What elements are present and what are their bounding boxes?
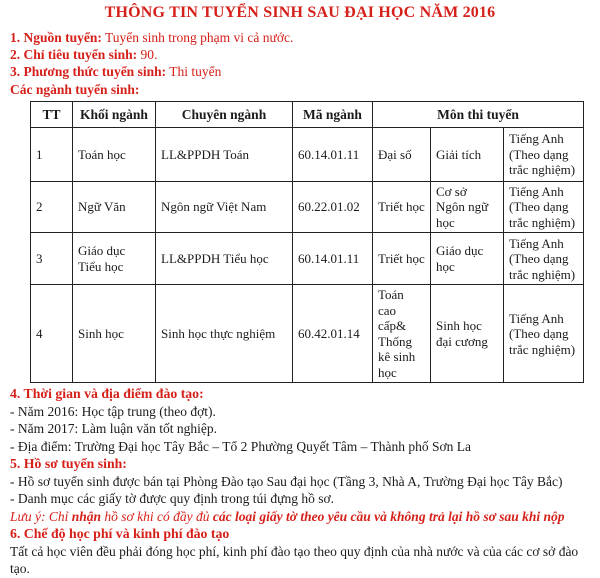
intro-line-quota <box>10 46 590 63</box>
admissions-table <box>30 101 584 384</box>
section4-line-2016: - Năm 2016: Học tập trung (theo đợt). <box>10 403 216 419</box>
table-row <box>31 181 584 233</box>
cell-mon-3: Tiếng Anh (Theo dạng trắc nghiệm) <box>504 127 584 181</box>
section5-line-docs: - Danh mục các giấy tờ được quy định trong túi đựng hồ sơ. <box>10 491 334 507</box>
cell-mon-2: Cơ sở Ngôn ngữ học <box>431 181 504 233</box>
cell-khoi-nganh: Sinh học <box>73 285 156 383</box>
cell-ma-nganh: 60.22.01.02 <box>293 181 373 233</box>
section4-line-2017: - Năm 2017: Làm luận văn tốt nghiệp. <box>10 421 217 437</box>
section4-line-location: - Địa điểm: Trường Đại học Tây Bắc – Tổ 2 Phường Quyết Tâm – Thành phố Sơn La <box>10 438 472 454</box>
cell-mon-1: Toán cao cấp& Thống kê sinh học <box>373 285 431 383</box>
note-segment-bold: nhận <box>71 508 105 524</box>
cell-ma-nganh: 60.14.01.11 <box>293 127 373 181</box>
table-row <box>31 127 584 181</box>
cell-tt: 3 <box>31 233 73 285</box>
cell-chuyen-nganh: LL&PPDH Tiểu học <box>156 233 293 285</box>
cell-mon-1: Triết học <box>373 181 431 233</box>
intro-label: 3. Phương thức tuyển sinh: <box>10 64 167 80</box>
note-segment-bold: các loại giấy tờ theo yêu cầu và không trả lại hồ sơ sau khi nộp <box>212 508 565 524</box>
intro-label: 1. Nguồn tuyển: <box>10 30 102 45</box>
cell-mon-2: Sinh học đại cương <box>431 285 504 383</box>
intro-label: Các ngành tuyển sinh: <box>10 81 140 97</box>
section4-heading: 4. Thời gian và địa điểm đào tạo: <box>10 386 204 402</box>
cell-ma-nganh: 60.14.01.11 <box>293 233 373 285</box>
page-title: THÔNG TIN TUYỂN SINH SAU ĐẠI HỌC NĂM 2016 <box>104 4 496 21</box>
section6-heading: 6. Chế độ học phí và kinh phí đào tạo <box>10 526 230 542</box>
section5-heading: 5. Hồ sơ tuyển sinh: <box>10 456 127 472</box>
section6-body: Tất cả học viên đều phải đóng học phí, kinh phí đào tạo theo quy định của nhà nước và của các cơ sở đào tạo. <box>10 543 579 577</box>
intro-text: Thi tuyển <box>166 64 222 80</box>
col-header-tt: TT <box>31 101 73 127</box>
cell-tt: 2 <box>31 181 73 233</box>
cell-mon-3: Tiếng Anh (Theo dạng trắc nghiệm) <box>504 181 584 233</box>
cell-ma-nganh: 60.42.01.14 <box>293 285 373 383</box>
col-header-mon-thi-tuyen: Môn thi tuyển <box>373 101 584 127</box>
intro-line-majors <box>10 81 590 98</box>
table-row <box>31 233 584 285</box>
cell-mon-3: Tiếng Anh (Theo dạng trắc nghiệm) <box>504 285 584 383</box>
col-header-chuyen-nganh: Chuyên ngành <box>156 101 293 127</box>
cell-tt: 1 <box>31 127 73 181</box>
cell-khoi-nganh: Giáo dục Tiểu học <box>73 233 156 285</box>
intro-line-method <box>10 63 590 80</box>
cell-mon-1: Đại số <box>373 127 431 181</box>
col-header-ma-nganh: Mã ngành <box>293 101 373 127</box>
cell-chuyen-nganh: Sinh học thực nghiệm <box>156 285 293 383</box>
cell-mon-2: Giáo dục học <box>431 233 504 285</box>
section5-note <box>10 508 590 526</box>
intro-label: 2. Chỉ tiêu tuyển sinh: <box>10 47 138 63</box>
cell-mon-3: Tiếng Anh (Theo dạng trắc nghiệm) <box>504 233 584 285</box>
note-segment: Lưu ý: Chỉ <box>10 508 72 524</box>
cell-mon-2: Giải tích <box>431 127 504 181</box>
cell-chuyen-nganh: Ngôn ngữ Việt Nam <box>156 181 293 233</box>
intro-text: 90. <box>137 47 158 63</box>
table-header-row <box>31 101 584 127</box>
intro-line-source <box>10 29 590 46</box>
cell-mon-1: Triết học <box>373 233 431 285</box>
cell-chuyen-nganh: LL&PPDH Toán <box>156 127 293 181</box>
table-row <box>31 285 584 383</box>
cell-tt: 4 <box>31 285 73 383</box>
note-segment: hồ sơ khi có đầy đủ <box>104 508 213 524</box>
cell-khoi-nganh: Toán học <box>73 127 156 181</box>
section5-line-sale: - Hồ sơ tuyển sinh được bán tại Phòng Đào tạo Sau đại học (Tầng 3, Nhà A, Trường Đại học Tây Bắc) <box>10 473 563 489</box>
intro-text: Tuyển sinh trong phạm vi cả nước. <box>101 30 294 45</box>
col-header-khoi-nganh: Khối ngành <box>73 101 156 127</box>
cell-khoi-nganh: Ngữ Văn <box>73 181 156 233</box>
